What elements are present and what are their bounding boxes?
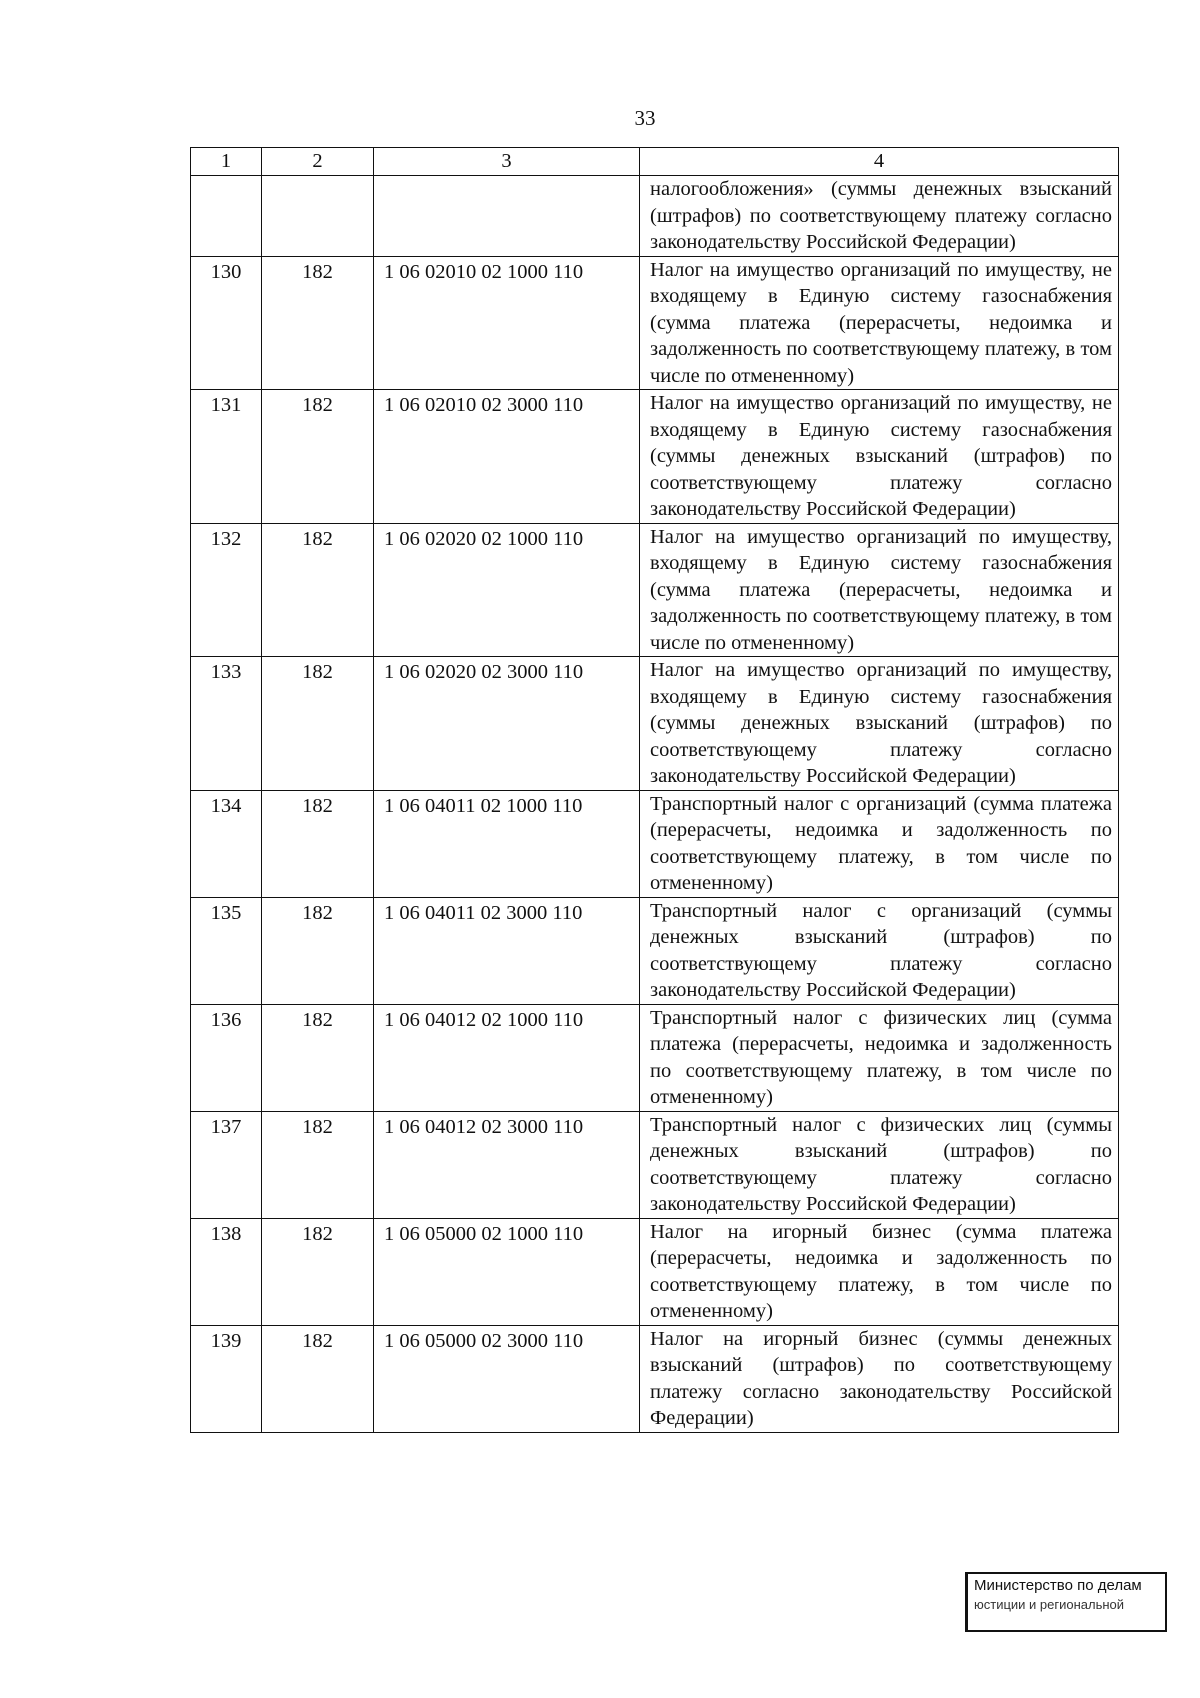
revenue-description: Транспортный налог с организаций (суммы денежных взысканий (штрафов) по соответствующему платежу согласно законодательству Российской Федерации) (640, 897, 1119, 1004)
table-row (191, 1111, 1119, 1218)
row-number: 138 (191, 1218, 262, 1325)
table-row (191, 897, 1119, 1004)
page-number: 33 (634, 106, 656, 130)
table-row (191, 1218, 1119, 1325)
table-row (191, 790, 1119, 897)
table-row (191, 1325, 1119, 1432)
row-number: 132 (191, 523, 262, 657)
table-row (191, 256, 1119, 390)
admin-code: 182 (262, 657, 374, 791)
revenue-description: Налог на имущество организаций по имуществу, входящему в Единую систему газоснабжения (суммы денежных взысканий (штрафов) по соответствующему платежу согласно законодательству Российской Федерации) (640, 657, 1119, 791)
cell-empty (262, 176, 374, 257)
revenue-description: Транспортный налог с физических лиц (суммы денежных взысканий (штрафов) по соответствующему платежу согласно законодательству Российской Федерации) (640, 1111, 1119, 1218)
cell-empty (191, 176, 262, 257)
header-col-2: 2 (262, 148, 374, 176)
budget-classification-code: 1 06 02020 02 1000 110 (374, 523, 640, 657)
table-row (191, 523, 1119, 657)
revenue-description: Транспортный налог с организаций (сумма платежа (перерасчеты, недоимка и задолженность по соответствующему платежу, в том числе по отмененному) (640, 790, 1119, 897)
header-col-1: 1 (191, 148, 262, 176)
row-number: 135 (191, 897, 262, 1004)
budget-classification-code: 1 06 04011 02 1000 110 (374, 790, 640, 897)
cell-empty (374, 176, 640, 257)
budget-classification-code: 1 06 05000 02 1000 110 (374, 1218, 640, 1325)
admin-code: 182 (262, 1111, 374, 1218)
revenue-description: Налог на имущество организаций по имуществу, не входящему в Единую систему газоснабжения (сумма платежа (перерасчеты, недоимка и задолженность по соответствующему платежу, в том числе по отмененному) (640, 256, 1119, 390)
ministry-stamp (965, 1572, 1167, 1632)
budget-classification-code: 1 06 04012 02 3000 110 (374, 1111, 640, 1218)
row-number: 139 (191, 1325, 262, 1432)
admin-code: 182 (262, 1004, 374, 1111)
row-number: 137 (191, 1111, 262, 1218)
budget-classification-code: 1 06 02010 02 3000 110 (374, 390, 640, 524)
revenue-codes-table (190, 147, 1119, 1433)
header-row (191, 148, 1119, 176)
admin-code: 182 (262, 390, 374, 524)
admin-code: 182 (262, 1218, 374, 1325)
admin-code: 182 (262, 897, 374, 1004)
revenue-description: Налог на игорный бизнес (суммы денежных взысканий (штрафов) по соответствующему платежу согласно законодательству Российской Федерации) (640, 1325, 1119, 1432)
budget-classification-code: 1 06 02010 02 1000 110 (374, 256, 640, 390)
revenue-description: Налог на имущество организаций по имуществу, не входящему в Единую систему газоснабжения (суммы денежных взысканий (штрафов) по соответствующему платежу согласно законодательству Российской Федерации) (640, 390, 1119, 524)
stamp-line-1: Министерство по делам (974, 1577, 1142, 1594)
row-number: 133 (191, 657, 262, 791)
header-col-4: 4 (640, 148, 1119, 176)
continuation-description: налогообложения» (суммы денежных взысканий (штрафов) по соответствующему платежу согласно законодательству Российской Федерации) (640, 176, 1119, 257)
row-number: 130 (191, 256, 262, 390)
admin-code: 182 (262, 256, 374, 390)
revenue-description: Налог на игорный бизнес (сумма платежа (перерасчеты, недоимка и задолженность по соответствующему платежу, в том числе по отмененному) (640, 1218, 1119, 1325)
budget-classification-code: 1 06 02020 02 3000 110 (374, 657, 640, 791)
budget-classification-code: 1 06 04011 02 3000 110 (374, 897, 640, 1004)
table-row (191, 390, 1119, 524)
row-number: 131 (191, 390, 262, 524)
table-row (191, 657, 1119, 791)
revenue-description: Налог на имущество организаций по имуществу, входящему в Единую систему газоснабжения (сумма платежа (перерасчеты, недоимка и задолженность по соответствующему платежу, в том числе по отмененному) (640, 523, 1119, 657)
admin-code: 182 (262, 523, 374, 657)
row-number: 134 (191, 790, 262, 897)
admin-code: 182 (262, 790, 374, 897)
continuation-row (191, 176, 1119, 257)
header-col-3: 3 (374, 148, 640, 176)
budget-classification-code: 1 06 04012 02 1000 110 (374, 1004, 640, 1111)
admin-code: 182 (262, 1325, 374, 1432)
budget-classification-code: 1 06 05000 02 3000 110 (374, 1325, 640, 1432)
stamp-line-2: юстиции и региональной (974, 1597, 1125, 1612)
table-row (191, 1004, 1119, 1111)
revenue-description: Транспортный налог с физических лиц (сумма платежа (перерасчеты, недоимка и задолженность по соответствующему платежу, в том числе по отмененному) (640, 1004, 1119, 1111)
row-number: 136 (191, 1004, 262, 1111)
